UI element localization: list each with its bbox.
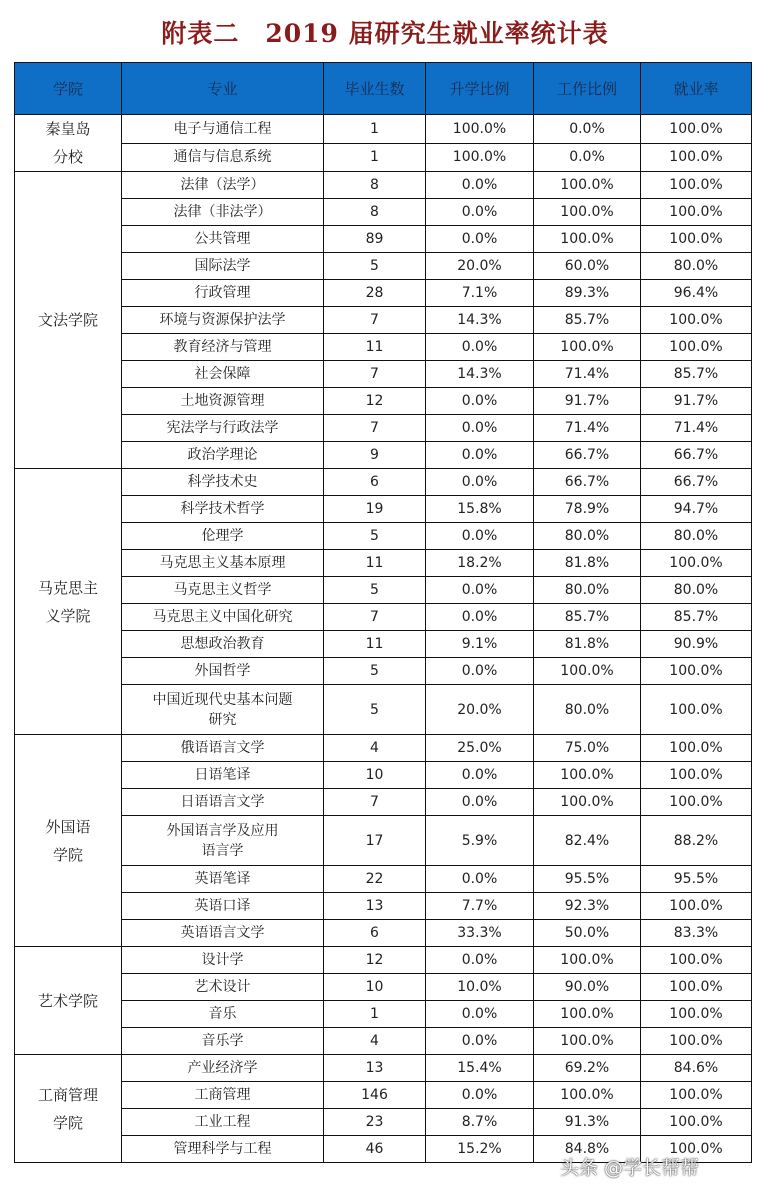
work-rate-cell: 100.0% (534, 1082, 641, 1109)
graduates-cell: 8 (324, 199, 426, 226)
table-row (15, 685, 752, 735)
work-rate-cell: 0.0% (534, 143, 641, 172)
work-rate-cell: 50.0% (534, 920, 641, 947)
further-study-rate-cell: 15.2% (426, 1136, 534, 1163)
further-study-rate-cell: 0.0% (426, 388, 534, 415)
graduates-cell: 6 (324, 920, 426, 947)
further-study-rate-cell: 0.0% (426, 334, 534, 361)
major-cell: 俄语语言文学 (122, 735, 324, 762)
work-rate-cell: 78.9% (534, 496, 641, 523)
major-cell: 环境与资源保护法学 (122, 307, 324, 334)
employment-rate-cell: 100.0% (641, 172, 752, 199)
table-row (15, 1055, 752, 1082)
work-rate-cell: 75.0% (534, 735, 641, 762)
graduates-cell: 5 (324, 523, 426, 550)
employment-rate-cell: 100.0% (641, 115, 752, 144)
employment-rate-cell: 66.7% (641, 442, 752, 469)
further-study-rate-cell: 15.4% (426, 1055, 534, 1082)
header-college: 学院 (15, 63, 122, 115)
graduates-cell: 6 (324, 469, 426, 496)
major-cell: 设计学 (122, 947, 324, 974)
employment-rate-cell: 100.0% (641, 974, 752, 1001)
header-employment-rate: 就业率 (641, 63, 752, 115)
further-study-rate-cell: 0.0% (426, 199, 534, 226)
work-rate-cell: 0.0% (534, 115, 641, 144)
table-row (15, 226, 752, 253)
work-rate-cell: 95.5% (534, 866, 641, 893)
employment-rate-cell: 96.4% (641, 280, 752, 307)
employment-rate-cell: 100.0% (641, 893, 752, 920)
work-rate-cell: 81.8% (534, 631, 641, 658)
table-row (15, 280, 752, 307)
table-row (15, 199, 752, 226)
table-row (15, 496, 752, 523)
major-cell: 法律（非法学） (122, 199, 324, 226)
further-study-rate-cell: 8.7% (426, 1109, 534, 1136)
major-cell: 伦理学 (122, 523, 324, 550)
table-row (15, 361, 752, 388)
further-study-rate-cell: 100.0% (426, 115, 534, 144)
work-rate-cell: 81.8% (534, 550, 641, 577)
employment-rate-cell: 84.6% (641, 1055, 752, 1082)
major-cell: 外国语言学及应用 语言学 (122, 816, 324, 866)
further-study-rate-cell: 0.0% (426, 577, 534, 604)
employment-rate-cell: 100.0% (641, 1136, 752, 1163)
work-rate-cell: 66.7% (534, 469, 641, 496)
work-rate-cell: 91.3% (534, 1109, 641, 1136)
major-cell: 英语口译 (122, 893, 324, 920)
graduates-cell: 23 (324, 1109, 426, 1136)
work-rate-cell: 100.0% (534, 947, 641, 974)
work-rate-cell: 84.8% (534, 1136, 641, 1163)
work-rate-cell: 90.0% (534, 974, 641, 1001)
further-study-rate-cell: 5.9% (426, 816, 534, 866)
table-row (15, 442, 752, 469)
table-row (15, 866, 752, 893)
major-cell: 公共管理 (122, 226, 324, 253)
major-cell: 思想政治教育 (122, 631, 324, 658)
work-rate-cell: 100.0% (534, 789, 641, 816)
graduates-cell: 7 (324, 307, 426, 334)
table-row (15, 631, 752, 658)
graduates-cell: 11 (324, 550, 426, 577)
major-cell: 政治学理论 (122, 442, 324, 469)
employment-rate-cell: 91.7% (641, 388, 752, 415)
employment-rate-cell: 100.0% (641, 658, 752, 685)
major-cell: 教育经济与管理 (122, 334, 324, 361)
graduates-cell: 28 (324, 280, 426, 307)
employment-rate-cell: 100.0% (641, 1001, 752, 1028)
major-cell: 马克思主义基本原理 (122, 550, 324, 577)
table-row (15, 1109, 752, 1136)
major-cell: 国际法学 (122, 253, 324, 280)
work-rate-cell: 80.0% (534, 523, 641, 550)
work-rate-cell: 85.7% (534, 604, 641, 631)
major-cell: 产业经济学 (122, 1055, 324, 1082)
college-cell: 马克思主 义学院 (15, 469, 122, 735)
table-row (15, 523, 752, 550)
employment-rate-cell: 100.0% (641, 1082, 752, 1109)
employment-rate-cell: 90.9% (641, 631, 752, 658)
further-study-rate-cell: 10.0% (426, 974, 534, 1001)
work-rate-cell: 100.0% (534, 658, 641, 685)
table-row (15, 1028, 752, 1055)
table-row (15, 172, 752, 199)
further-study-rate-cell: 14.3% (426, 361, 534, 388)
further-study-rate-cell: 7.1% (426, 280, 534, 307)
table-row (15, 388, 752, 415)
further-study-rate-cell: 25.0% (426, 735, 534, 762)
major-cell: 英语语言文学 (122, 920, 324, 947)
table-row (15, 469, 752, 496)
graduates-cell: 17 (324, 816, 426, 866)
graduates-cell: 46 (324, 1136, 426, 1163)
graduates-cell: 1 (324, 1001, 426, 1028)
work-rate-cell: 80.0% (534, 577, 641, 604)
further-study-rate-cell: 0.0% (426, 658, 534, 685)
further-study-rate-cell: 20.0% (426, 253, 534, 280)
employment-rate-cell: 80.0% (641, 577, 752, 604)
major-cell: 法律（法学） (122, 172, 324, 199)
college-cell: 外国语 学院 (15, 735, 122, 947)
graduates-cell: 12 (324, 947, 426, 974)
further-study-rate-cell: 0.0% (426, 947, 534, 974)
graduates-cell: 10 (324, 762, 426, 789)
table-row (15, 1082, 752, 1109)
work-rate-cell: 66.7% (534, 442, 641, 469)
page-title: 附表二 2019 届研究生就业率统计表 (161, 19, 609, 48)
employment-rate-cell: 100.0% (641, 1028, 752, 1055)
graduates-cell: 5 (324, 685, 426, 735)
graduates-cell: 7 (324, 361, 426, 388)
graduates-cell: 22 (324, 866, 426, 893)
table-row (15, 577, 752, 604)
employment-rate-cell: 100.0% (641, 685, 752, 735)
header-further-study-rate: 升学比例 (426, 63, 534, 115)
table-row (15, 947, 752, 974)
further-study-rate-cell: 0.0% (426, 442, 534, 469)
header-graduates: 毕业生数 (324, 63, 426, 115)
major-cell: 艺术设计 (122, 974, 324, 1001)
graduates-cell: 4 (324, 1028, 426, 1055)
employment-rate-cell: 100.0% (641, 334, 752, 361)
major-cell: 土地资源管理 (122, 388, 324, 415)
further-study-rate-cell: 0.0% (426, 789, 534, 816)
table-row (15, 816, 752, 866)
employment-rate-cell: 83.3% (641, 920, 752, 947)
graduates-cell: 5 (324, 658, 426, 685)
table-row (15, 893, 752, 920)
college-cell: 秦皇岛 分校 (15, 115, 122, 172)
major-cell: 工商管理 (122, 1082, 324, 1109)
table-row (15, 762, 752, 789)
further-study-rate-cell: 0.0% (426, 1001, 534, 1028)
employment-rate-cell: 80.0% (641, 523, 752, 550)
major-cell: 通信与信息系统 (122, 143, 324, 172)
table-row (15, 1001, 752, 1028)
employment-table (14, 62, 752, 1163)
further-study-rate-cell: 0.0% (426, 469, 534, 496)
graduates-cell: 1 (324, 115, 426, 144)
graduates-cell: 12 (324, 388, 426, 415)
table-row (15, 604, 752, 631)
graduates-cell: 146 (324, 1082, 426, 1109)
college-cell: 艺术学院 (15, 947, 122, 1055)
further-study-rate-cell: 33.3% (426, 920, 534, 947)
graduates-cell: 5 (324, 253, 426, 280)
further-study-rate-cell: 0.0% (426, 226, 534, 253)
major-cell: 马克思主义哲学 (122, 577, 324, 604)
major-cell: 科学技术哲学 (122, 496, 324, 523)
work-rate-cell: 100.0% (534, 334, 641, 361)
major-cell: 中国近现代史基本问题 研究 (122, 685, 324, 735)
major-cell: 音乐 (122, 1001, 324, 1028)
major-cell: 英语笔译 (122, 866, 324, 893)
further-study-rate-cell: 0.0% (426, 415, 534, 442)
employment-rate-cell: 100.0% (641, 1109, 752, 1136)
work-rate-cell: 100.0% (534, 172, 641, 199)
work-rate-cell: 100.0% (534, 226, 641, 253)
work-rate-cell: 60.0% (534, 253, 641, 280)
table-row (15, 143, 752, 172)
further-study-rate-cell: 0.0% (426, 604, 534, 631)
table-row (15, 253, 752, 280)
work-rate-cell: 71.4% (534, 415, 641, 442)
work-rate-cell: 92.3% (534, 893, 641, 920)
graduates-cell: 7 (324, 415, 426, 442)
employment-rate-cell: 100.0% (641, 550, 752, 577)
graduates-cell: 9 (324, 442, 426, 469)
graduates-cell: 7 (324, 789, 426, 816)
graduates-cell: 11 (324, 631, 426, 658)
graduates-cell: 7 (324, 604, 426, 631)
graduates-cell: 8 (324, 172, 426, 199)
employment-rate-cell: 94.7% (641, 496, 752, 523)
table-row (15, 789, 752, 816)
work-rate-cell: 91.7% (534, 388, 641, 415)
work-rate-cell: 80.0% (534, 685, 641, 735)
major-cell: 工业工程 (122, 1109, 324, 1136)
employment-rate-cell: 100.0% (641, 226, 752, 253)
further-study-rate-cell: 18.2% (426, 550, 534, 577)
graduates-cell: 13 (324, 1055, 426, 1082)
employment-rate-cell: 100.0% (641, 735, 752, 762)
table-row (15, 550, 752, 577)
employment-rate-cell: 85.7% (641, 361, 752, 388)
table-header-row (15, 63, 752, 115)
employment-rate-cell: 100.0% (641, 199, 752, 226)
graduates-cell: 10 (324, 974, 426, 1001)
employment-rate-cell: 100.0% (641, 762, 752, 789)
table-row (15, 920, 752, 947)
major-cell: 电子与通信工程 (122, 115, 324, 144)
graduates-cell: 1 (324, 143, 426, 172)
work-rate-cell: 100.0% (534, 1001, 641, 1028)
college-cell: 文法学院 (15, 172, 122, 469)
further-study-rate-cell: 0.0% (426, 762, 534, 789)
college-cell: 工商管理 学院 (15, 1055, 122, 1163)
further-study-rate-cell: 9.1% (426, 631, 534, 658)
graduates-cell: 13 (324, 893, 426, 920)
major-cell: 宪法学与行政法学 (122, 415, 324, 442)
table-row (15, 735, 752, 762)
major-cell: 管理科学与工程 (122, 1136, 324, 1163)
table-row (15, 974, 752, 1001)
major-cell: 社会保障 (122, 361, 324, 388)
employment-rate-cell: 71.4% (641, 415, 752, 442)
employment-rate-cell: 100.0% (641, 947, 752, 974)
table-row (15, 334, 752, 361)
employment-rate-cell: 80.0% (641, 253, 752, 280)
employment-rate-cell: 66.7% (641, 469, 752, 496)
further-study-rate-cell: 0.0% (426, 523, 534, 550)
table-row (15, 115, 752, 144)
graduates-cell: 19 (324, 496, 426, 523)
employment-rate-cell: 100.0% (641, 789, 752, 816)
work-rate-cell: 89.3% (534, 280, 641, 307)
work-rate-cell: 100.0% (534, 1028, 641, 1055)
work-rate-cell: 100.0% (534, 762, 641, 789)
work-rate-cell: 85.7% (534, 307, 641, 334)
employment-rate-cell: 88.2% (641, 816, 752, 866)
employment-rate-cell: 85.7% (641, 604, 752, 631)
header-work-rate: 工作比例 (534, 63, 641, 115)
employment-rate-cell: 95.5% (641, 866, 752, 893)
table-row (15, 658, 752, 685)
employment-rate-cell: 100.0% (641, 143, 752, 172)
graduates-cell: 11 (324, 334, 426, 361)
major-cell: 日语语言文学 (122, 789, 324, 816)
table-row (15, 415, 752, 442)
further-study-rate-cell: 0.0% (426, 172, 534, 199)
major-cell: 科学技术史 (122, 469, 324, 496)
further-study-rate-cell: 100.0% (426, 143, 534, 172)
graduates-cell: 89 (324, 226, 426, 253)
work-rate-cell: 82.4% (534, 816, 641, 866)
major-cell: 日语笔译 (122, 762, 324, 789)
employment-rate-cell: 100.0% (641, 307, 752, 334)
further-study-rate-cell: 15.8% (426, 496, 534, 523)
further-study-rate-cell: 7.7% (426, 893, 534, 920)
work-rate-cell: 69.2% (534, 1055, 641, 1082)
graduates-cell: 4 (324, 735, 426, 762)
graduates-cell: 5 (324, 577, 426, 604)
major-cell: 马克思主义中国化研究 (122, 604, 324, 631)
further-study-rate-cell: 0.0% (426, 866, 534, 893)
further-study-rate-cell: 14.3% (426, 307, 534, 334)
further-study-rate-cell: 20.0% (426, 685, 534, 735)
watermark: 头条 @学长帮帮 (560, 1157, 700, 1179)
header-major: 专业 (122, 63, 324, 115)
work-rate-cell: 100.0% (534, 199, 641, 226)
further-study-rate-cell: 0.0% (426, 1082, 534, 1109)
major-cell: 外国哲学 (122, 658, 324, 685)
further-study-rate-cell: 0.0% (426, 1028, 534, 1055)
table-row (15, 307, 752, 334)
major-cell: 行政管理 (122, 280, 324, 307)
work-rate-cell: 71.4% (534, 361, 641, 388)
major-cell: 音乐学 (122, 1028, 324, 1055)
